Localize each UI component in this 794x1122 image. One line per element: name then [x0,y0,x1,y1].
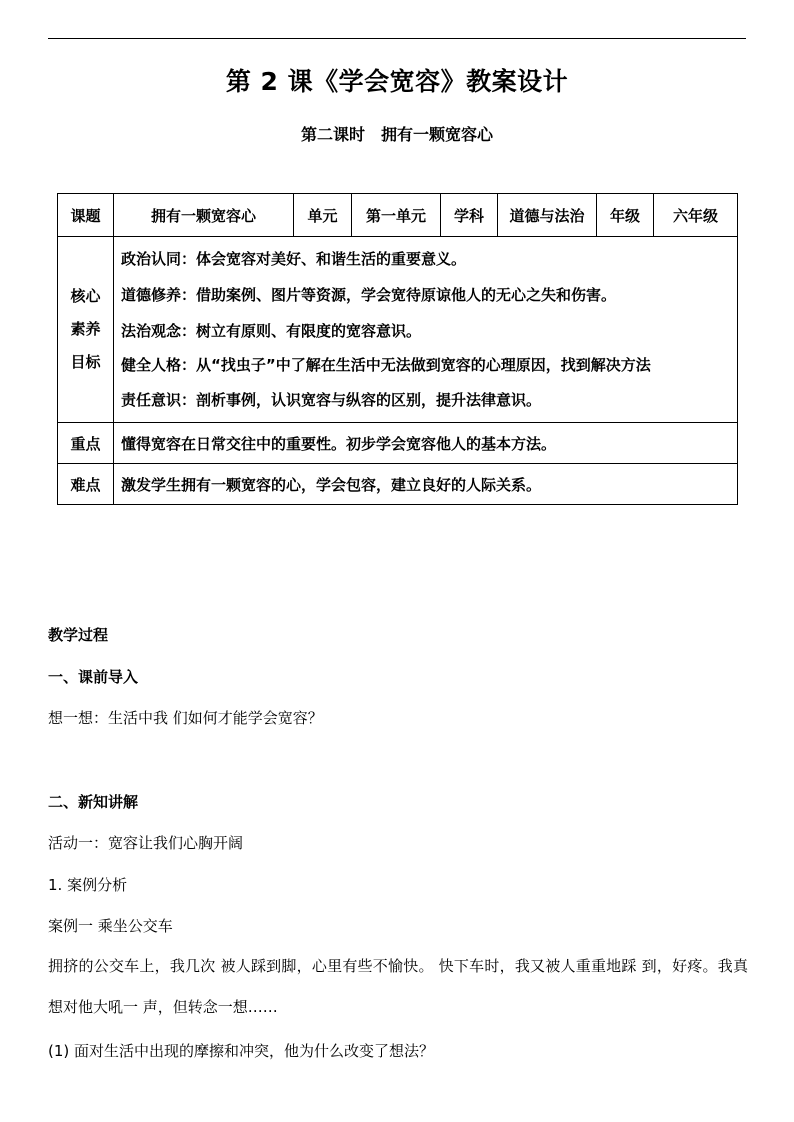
unit-label: 单元 [294,194,352,237]
section1-text: 想一想：生活中我 们如何才能学会宽容？ [48,709,323,727]
key-point-value: 懂得宽容在日常交往中的重要性。初步学会宽容他人的基本方法。 [114,423,738,464]
goal-law: 法治观念：树立有原则、有限度的宽容意识。 [121,322,422,340]
process-heading: 教学过程 [48,626,109,644]
unit-value: 第一单元 [352,194,441,237]
core-label-line-2: 素养 [70,320,101,338]
goal-personality: 健全人格：从“找虫子”中了解在生活中无法做到宽容的心理原因，找到解决方法 [121,356,651,374]
core-goals-label [58,237,114,423]
table-row-topic [58,194,738,237]
document-title: 第 2 课《学会宽容》教案设计 [225,67,569,96]
lesson-info-table [57,193,738,505]
table-row-difficulty [58,464,738,505]
key-point-label: 重点 [58,423,114,464]
case-analysis-title: 1. 案例分析 [48,876,128,894]
table-row-key-point [58,423,738,464]
grade-label: 年级 [597,194,654,237]
grade-value: 六年级 [654,194,738,237]
section1-title: 一、课前导入 [48,668,139,686]
case1-title: 案例一 乘坐公交车 [48,917,173,935]
goal-responsibility: 责任意识：剖析事例，认识宽容与纵容的区别，提升法律意识。 [121,391,542,409]
core-label-line-3: 目标 [70,353,101,371]
question1-text: (1) 面对生活中出现的摩擦和冲突，他为什么改变了想法？ [48,1042,435,1060]
goal-political: 政治认同：体会宽容对美好、和谐生活的重要意义。 [121,250,467,268]
difficulty-value: 激发学生拥有一颗宽容的心，学会包容，建立良好的人际关系。 [114,464,738,505]
topic-label: 课题 [58,194,114,237]
header-rule [48,38,746,39]
difficulty-label: 难点 [58,464,114,505]
goal-moral: 道德修养：借助案例、图片等资源，学会宽待原谅他人的无心之失和伤害。 [121,286,617,304]
section2-title: 二、新知讲解 [48,793,139,811]
subject-value: 道德与法治 [498,194,597,237]
case1-paragraph: 拥挤的公交车上，我几次 被人踩到脚，心里有些不愉快。 快下车时，我又被人重重地踩 到，好疼。我真想对他大吼一 声，但转念一想…… [48,957,748,1016]
core-goals-content [114,237,738,423]
subject-label: 学科 [441,194,498,237]
topic-value: 拥有一颗宽容心 [114,194,294,237]
core-label-line-1: 核心 [70,287,101,305]
activity1-title: 活动一：宽容让我们心胸开阔 [48,834,244,852]
lesson-subtitle: 第二课时 拥有一颗宽容心 [300,125,493,144]
table-row-core-goals [58,237,738,423]
